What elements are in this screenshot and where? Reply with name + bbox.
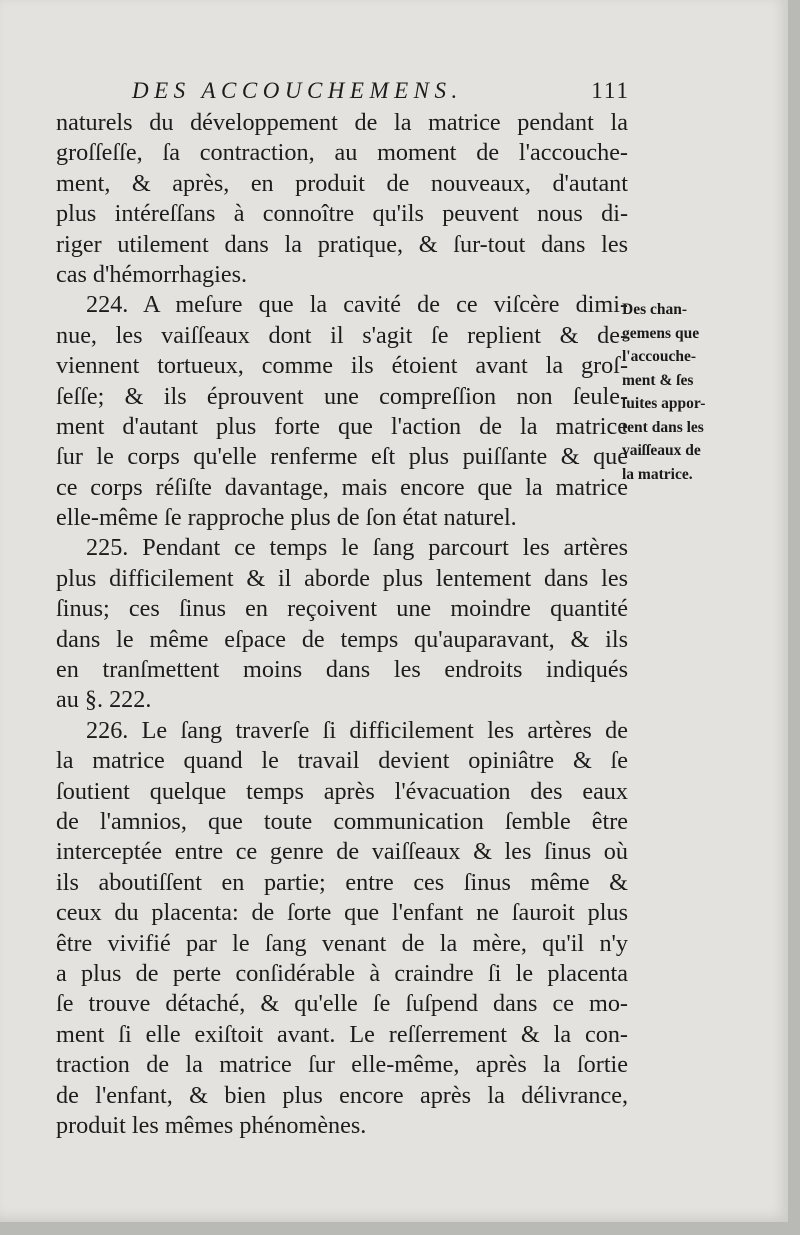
text-line: naturels du développement de la matrice pendant la: [56, 109, 628, 136]
paragraph-226: [56, 716, 628, 1141]
text-line: traction de la matrice ſur elle-même, après la ſortie: [56, 1051, 628, 1079]
text-line: cas d'hémorrhagies.: [56, 260, 248, 288]
margin-note-line: ſuites appor-: [622, 395, 706, 412]
text-line: plus difficilement & il aborde plus lentement dans les: [56, 564, 628, 592]
text-line: 225. Pendant ce temps le ſang parcourt les artères: [86, 534, 628, 562]
text-line: en tranſmettent moins dans les endroits indiqués: [56, 656, 628, 684]
body-text: [56, 108, 628, 1141]
paragraph-224: [56, 290, 628, 533]
page-header: [132, 72, 630, 108]
text-line: 226. Le ſang traverſe ſi difficilement les artères de: [86, 716, 628, 744]
margin-note-line: la matrice.: [622, 465, 693, 483]
text-line: la matrice quand le travail devient opiniâtre & ſe: [56, 747, 628, 775]
text-line: de l'enfant, & bien plus encore après la délivrance,: [56, 1081, 628, 1109]
text-line: dans le même eſpace de temps qu'auparavant, & ils: [56, 625, 628, 653]
paragraph-intro: [56, 108, 628, 290]
text-line: groſſeſſe, ſa contraction, au moment de l'accouche-: [56, 139, 628, 167]
text-line: ceux du placenta: de ſorte que l'enfant ne ſauroit plus: [56, 899, 628, 927]
text-line: plus intéreſſans à connoître qu'ils peuvent nous di-: [56, 200, 628, 228]
text-line: ment ſi elle exiſtoit avant. Le reſſerrement & la con-: [56, 1020, 628, 1048]
text-line: interceptée entre ce genre de vaiſſeaux & les ſinus où: [56, 838, 628, 866]
text-line: ſoutient quelque temps après l'évacuation des eaux: [56, 777, 628, 805]
text-line: ſe trouve détaché, & qu'elle ſe ſuſpend dans ce mo-: [56, 990, 628, 1018]
margin-note-line: ment & ſes: [622, 371, 694, 389]
margin-note: [622, 298, 734, 486]
margin-note-line: vaiſſeaux de: [622, 442, 701, 459]
text-line: ce corps réſiſte davantage, mais encore que la matrice: [56, 473, 628, 501]
text-line: a plus de perte conſidérable à craindre ſi le placenta: [56, 959, 628, 987]
margin-note-line: gemens que: [622, 324, 700, 342]
text-line: être vivifié par le ſang venant de la mère, qu'il n'y: [56, 929, 628, 957]
text-line: produit les mêmes phénomènes.: [56, 1111, 367, 1139]
margin-note-line: tent dans les: [622, 418, 704, 436]
text-line: au §. 222.: [56, 686, 152, 714]
text-line: ſeſſe; & ils éprouvent une compreſſion non ſeule-: [56, 382, 628, 410]
text-line: riger utilement dans la pratique, & ſur-tout dans les: [56, 230, 628, 258]
text-line: de l'amnios, que toute communication ſemble être: [56, 807, 628, 835]
text-line: nue, les vaiſſeaux dont il s'agit ſe replient & de-: [56, 321, 628, 349]
text-line: ſur le corps qu'elle renferme eſt plus puiſſante & que: [56, 443, 628, 471]
running-title: DES ACCOUCHEMENS.: [132, 78, 463, 103]
text-line: ſinus; ces ſinus en reçoivent une moindre quantité: [56, 595, 628, 623]
text-line: ment, & après, en produit de nouveaux, d'autant: [56, 169, 628, 197]
margin-note-line: l'accouche-: [622, 348, 697, 365]
text-line: elle-même ſe rapproche plus de ſon état naturel.: [56, 504, 517, 532]
paragraph-225: [56, 533, 628, 715]
text-line: ment d'autant plus forte que l'action de la matrice: [56, 412, 628, 440]
page-number: 111: [591, 78, 630, 103]
text-line: 224. A meſure que la cavité de ce viſcère dimi-: [86, 291, 628, 319]
text-line: viennent tortueux, comme ils étoient avant la groſ-: [56, 352, 628, 380]
margin-note-line: Des chan-: [622, 301, 688, 318]
text-line: ils aboutiſſent en partie; entre ces ſinus même &: [56, 868, 628, 896]
